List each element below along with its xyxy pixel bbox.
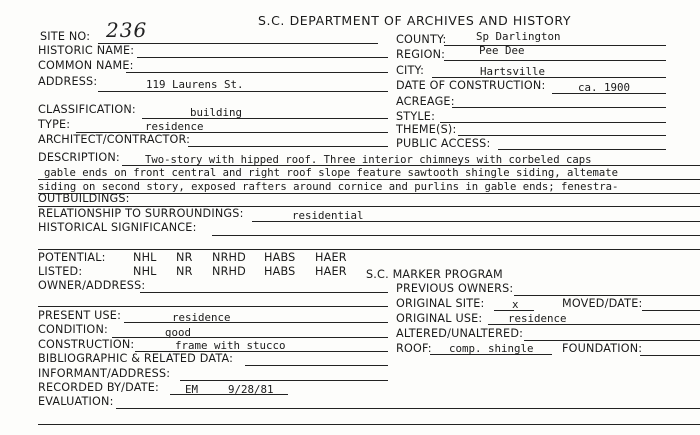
foundation-line [640,355,700,356]
bibliographic-label: BIBLIOGRAPHIC & RELATED DATA: [38,352,234,365]
form-title: S.C. DEPARTMENT OF ARCHIVES AND HISTORY [258,13,572,28]
original-use-value: residence [508,312,567,325]
moved-date-label: MOVED/DATE: [562,297,643,310]
type-value: residence [145,120,204,133]
listed-haer: HAER [315,265,347,278]
present-use-line [124,322,388,323]
architect-line [188,146,388,147]
address-line [98,91,388,92]
listed-nr: NR [176,265,193,278]
type-label: TYPE: [38,118,71,131]
description-line-2: gable ends on front central and right roof slope feature sawtooth shingle siding, altemate [44,167,619,179]
owner-address-label: OWNER/ADDRESS: [38,279,146,292]
description-label: DESCRIPTION: [38,151,120,164]
themes-line [458,135,666,136]
relationship-value: residential [292,209,364,222]
site-no-label: SITE NO: [40,30,91,43]
owner-address-line [140,292,388,293]
evaluation-rule-2 [38,424,700,425]
description-rule-1 [122,165,700,166]
acreage-label: ACREAGE: [396,95,455,108]
historical-significance-label: HISTORICAL SIGNIFICANCE: [38,221,197,234]
common-name-label: COMMON NAME: [38,59,134,72]
acreage-line [452,107,666,108]
original-use-label: ORIGINAL USE: [396,312,483,325]
classification-value: building [190,106,243,119]
potential-nhl: NHL [133,251,157,264]
previous-owners-line [514,295,700,296]
region-value: Pee Dee [479,44,525,57]
historical-line [212,235,700,236]
previous-owners-label: PREVIOUS OWNERS: [396,282,514,295]
roof-value: comp. shingle [449,342,534,355]
listed-nhl: NHL [133,265,157,278]
construction-value: frame with stucco [175,339,286,352]
present-use-value: residence [172,311,231,324]
style-line [440,122,666,123]
recorded-date-value: 9/28/81 [228,383,274,396]
potential-haer: HAER [315,251,347,264]
evaluation-line [116,408,700,409]
address-label: ADDRESS: [38,75,98,88]
original-site-label: ORIGINAL SITE: [396,297,485,310]
classification-line [142,118,388,119]
evaluation-label: EVALUATION: [38,395,114,408]
address-value: 119 Laurens St. [146,78,244,91]
recorded-label: RECORDED BY/DATE: [38,381,160,394]
city-value: Hartsville [480,65,546,78]
potential-habs: HABS [264,251,296,264]
style-label: STYLE: [396,110,436,123]
common-name-line [126,72,388,73]
architect-label: ARCHITECT/CONTRACTOR: [38,133,191,146]
altered-line [524,340,700,341]
city-label: CITY: [396,64,425,77]
informant-label: INFORMANT/ADDRESS: [38,367,171,380]
foundation-label: FOUNDATION: [562,342,643,355]
description-line-3: siding on second story, exposed rafters around cornice and purlins in gable ends; fenestra- [38,181,619,193]
region-label: REGION: [396,48,446,61]
date-construction-label: DATE OF CONSTRUCTION: [396,79,546,92]
relationship-label: RELATIONSHIP TO SURROUNDINGS: [38,207,244,220]
historic-name-label: HISTORIC NAME: [38,44,135,57]
historic-name-line [137,57,388,58]
themes-label: THEME(S): [396,123,457,136]
listed-nrhd: NRHD [212,265,246,278]
potential-nrhd: NRHD [212,251,246,264]
condition-label: CONDITION: [38,323,108,336]
listed-label: LISTED: [38,265,83,278]
county-line [444,45,666,46]
moved-date-line [642,310,700,311]
county-label: COUNTY: [396,33,447,46]
potential-label: POTENTIAL: [38,251,106,264]
roof-label: ROOF: [396,342,432,355]
outbuildings-label: OUTBUILDINGS: [38,192,130,205]
listed-habs: HABS [264,265,296,278]
classification-label: CLASSIFICATION: [38,103,136,116]
original-use-line [488,324,700,325]
public-access-line [498,149,666,150]
marker-program: S.C. MARKER PROGRAM [366,268,503,281]
date-construction-value: ca. 1900 [578,81,631,94]
site-no-value: 236 [106,18,148,42]
roof-line [430,354,552,355]
owner-address-rule-2 [38,306,388,307]
condition-value: good [165,326,192,339]
altered-label: ALTERED/UNALTERED: [396,327,524,340]
county-value: Sp Darlington [476,30,561,43]
bibliographic-line [245,365,388,366]
potential-nr: NR [176,251,193,264]
public-access-label: PUBLIC ACCESS: [396,137,491,150]
historical-rule-2 [38,249,700,250]
relationship-line [252,221,700,222]
original-site-line [494,310,534,311]
description-rule-3 [38,193,700,194]
date-construction-line [552,93,666,94]
region-line [444,60,666,61]
informant-line [180,380,388,381]
condition-line [112,337,388,338]
recorded-line [170,394,288,395]
present-use-label: PRESENT USE: [38,309,122,322]
site-no-line [98,43,378,44]
description-rule-2 [38,179,700,180]
description-line-1: Two-story with hipped roof. Three interior chimneys with corbeled caps [145,154,592,166]
construction-label: CONSTRUCTION: [38,338,135,351]
original-site-value: x [512,298,519,311]
recorded-by-value: EM [185,383,199,396]
city-line [432,77,666,78]
